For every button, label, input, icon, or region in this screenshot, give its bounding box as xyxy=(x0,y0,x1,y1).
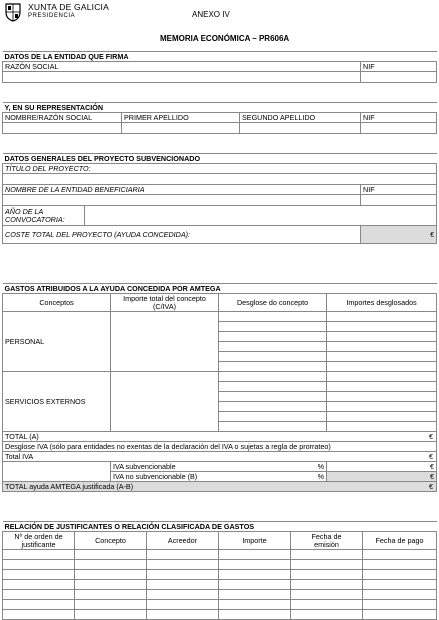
project-title-label: TÍTULO DEL PROYECTO: xyxy=(3,164,437,174)
vat-blank xyxy=(3,472,111,482)
euro-sign: € xyxy=(430,472,435,481)
vat-not-subsidized-cell[interactable] xyxy=(111,472,327,482)
col-order-number: Nº de orden de justificante xyxy=(3,532,75,550)
table-cell[interactable] xyxy=(75,550,147,560)
table-cell[interactable] xyxy=(363,590,437,600)
annex-label: ANEXO IV xyxy=(192,10,230,19)
table-cell[interactable] xyxy=(3,580,75,590)
total-vat-row xyxy=(3,452,437,462)
col-creditor: Acreedor xyxy=(147,532,219,550)
table-cell[interactable] xyxy=(291,580,363,590)
table-cell[interactable] xyxy=(147,590,219,600)
logo-title: XUNTA DE GALICIA xyxy=(28,2,109,12)
rep-nif-label: NIF xyxy=(361,113,437,123)
personal-total-field[interactable] xyxy=(111,312,219,372)
total-a-label: TOTAL (A) xyxy=(5,432,39,441)
breakdown-field[interactable] xyxy=(219,412,327,422)
total-cost-field[interactable] xyxy=(361,226,437,244)
vat-subsidized-cell[interactable] xyxy=(111,462,327,472)
beneficiary-field[interactable] xyxy=(3,195,361,206)
first-surname-label: PRIMER APELLIDO xyxy=(122,113,240,123)
amount-field[interactable] xyxy=(327,422,437,432)
representation-section xyxy=(2,102,437,134)
project-nif-label: NIF xyxy=(361,185,437,195)
breakdown-field[interactable] xyxy=(219,342,327,352)
breakdown-field[interactable] xyxy=(219,312,327,322)
col-concepts: Conceptos xyxy=(3,294,111,312)
table-cell[interactable] xyxy=(219,600,291,610)
entity-section xyxy=(2,51,437,83)
name-label: NOMBRE/RAZÓN SOCIAL xyxy=(3,113,122,123)
euro-sign: € xyxy=(430,232,434,239)
table-cell[interactable] xyxy=(219,590,291,600)
vat-subsidized-label: IVA subvencionable xyxy=(113,462,176,471)
amount-field[interactable] xyxy=(327,382,437,392)
nif-label: NIF xyxy=(361,62,437,72)
col-payment-date: Fecha de pago xyxy=(363,532,437,550)
table-cell[interactable] xyxy=(291,570,363,580)
amount-field[interactable] xyxy=(327,332,437,342)
total-justified-row xyxy=(3,482,437,492)
page-title: MEMORIA ECONÓMICA – PR606A xyxy=(160,34,290,43)
total-cost-label: COSTE TOTAL DEL PROYECTO (AYUDA CONCEDIDA): xyxy=(3,226,361,244)
breakdown-field[interactable] xyxy=(219,362,327,372)
external-total-field[interactable] xyxy=(111,372,219,432)
project-section xyxy=(2,153,437,244)
breakdown-field[interactable] xyxy=(219,332,327,342)
col-issue-date: Fecha de emisión xyxy=(291,532,363,550)
beneficiary-label: NOMBRE DE LA ENTIDAD BENEFICIARIA xyxy=(3,185,361,195)
table-cell[interactable] xyxy=(363,550,437,560)
xunta-emblem-icon xyxy=(2,2,24,22)
table-cell[interactable] xyxy=(363,600,437,610)
table-cell[interactable] xyxy=(147,580,219,590)
amount-field[interactable] xyxy=(327,322,437,332)
total-justified-label: TOTAL ayuda AMTEGA justificada (A-B) xyxy=(5,482,134,491)
euro-sign: € xyxy=(429,452,434,461)
rep-nif-field[interactable] xyxy=(361,123,437,134)
amount-field[interactable] xyxy=(327,412,437,422)
euro-sign: € xyxy=(429,432,434,441)
amount-field[interactable] xyxy=(327,392,437,402)
table-cell[interactable] xyxy=(3,590,75,600)
first-surname-field[interactable] xyxy=(122,123,240,134)
total-a-row xyxy=(3,432,437,442)
table-cell[interactable] xyxy=(147,600,219,610)
personal-label: PERSONAL xyxy=(3,312,111,372)
call-year-label: AÑO DE LA CONVOCATORIA: xyxy=(3,206,85,226)
table-cell[interactable] xyxy=(147,560,219,570)
vat-breakdown-note: Desglose IVA (sólo para entidades no exentas de la declaración del IVA o sujetas a regla de prorrateo) xyxy=(3,442,437,452)
vat-not-subsidized-label: IVA no subvencionable (B) xyxy=(113,472,198,481)
amount-field[interactable] xyxy=(327,372,437,382)
col-amount: Importe xyxy=(219,532,291,550)
col-concept: Concepto xyxy=(75,532,147,550)
amount-field[interactable] xyxy=(327,342,437,352)
table-cell[interactable] xyxy=(3,570,75,580)
second-surname-field[interactable] xyxy=(240,123,361,134)
breakdown-field[interactable] xyxy=(219,372,327,382)
vat-not-subsidized-amount[interactable] xyxy=(327,472,437,482)
breakdown-field[interactable] xyxy=(219,352,327,362)
table-cell[interactable] xyxy=(75,590,147,600)
table-cell[interactable] xyxy=(219,580,291,590)
breakdown-field[interactable] xyxy=(219,422,327,432)
col-amounts: Importes desglosados xyxy=(327,294,437,312)
table-cell[interactable] xyxy=(3,560,75,570)
table-cell[interactable] xyxy=(291,560,363,570)
project-nif-field[interactable] xyxy=(361,195,437,206)
nif-field[interactable] xyxy=(361,72,437,83)
breakdown-field[interactable] xyxy=(219,392,327,402)
euro-sign: € xyxy=(430,462,435,471)
amount-field[interactable] xyxy=(327,312,437,322)
percent-sign: % xyxy=(317,472,324,481)
table-cell[interactable] xyxy=(75,580,147,590)
table-cell[interactable] xyxy=(219,550,291,560)
business-name-field[interactable] xyxy=(3,72,361,83)
amount-field[interactable] xyxy=(327,362,437,372)
table-cell[interactable] xyxy=(75,570,147,580)
table-cell[interactable] xyxy=(75,560,147,570)
vat-subsidized-amount[interactable] xyxy=(327,462,437,472)
table-cell[interactable] xyxy=(363,560,437,570)
project-title-field[interactable] xyxy=(3,174,437,185)
receipts-heading: RELACIÓN DE JUSTIFICANTES O RELACIÓN CLASIFICADA DE GASTOS xyxy=(3,522,437,532)
representation-heading: Y, EN SU REPRESENTACIÓN xyxy=(3,103,437,113)
business-name-label: RAZÓN SOCIAL xyxy=(3,62,361,72)
table-cell[interactable] xyxy=(291,600,363,610)
table-cell[interactable] xyxy=(363,570,437,580)
table-cell[interactable] xyxy=(291,550,363,560)
percent-sign: % xyxy=(317,462,324,471)
expenses-section xyxy=(2,283,437,492)
table-cell[interactable] xyxy=(147,570,219,580)
amount-field[interactable] xyxy=(327,402,437,412)
euro-sign: € xyxy=(429,482,434,491)
xunta-logo xyxy=(2,2,132,22)
total-vat-label: Total IVA xyxy=(5,452,34,461)
table-cell[interactable] xyxy=(3,600,75,610)
table-cell[interactable] xyxy=(3,550,75,560)
amount-field[interactable] xyxy=(327,352,437,362)
vat-blank xyxy=(3,462,111,472)
table-cell[interactable] xyxy=(363,580,437,590)
breakdown-field[interactable] xyxy=(219,402,327,412)
entity-heading: DATOS DE LA ENTIDAD QUE FIRMA xyxy=(3,52,437,62)
table-cell[interactable] xyxy=(219,560,291,570)
col-breakdown: Desglose do concepto xyxy=(219,294,327,312)
breakdown-field[interactable] xyxy=(219,322,327,332)
expenses-heading: GASTOS ATRIBUIDOS A LA AYUDA CONCEDIDA POR AMTEGA xyxy=(3,284,437,294)
table-cell[interactable] xyxy=(291,590,363,600)
logo-subtitle: PRESIDENCIA xyxy=(28,13,76,19)
external-services-label: SERVICIOS EXTERNOS xyxy=(3,372,111,432)
receipts-section xyxy=(2,521,437,620)
table-cell[interactable] xyxy=(219,570,291,580)
table-cell[interactable] xyxy=(147,550,219,560)
second-surname-label: SEGUNDO APELLIDO xyxy=(240,113,361,123)
project-heading: DATOS GENERALES DEL PROYECTO SUBVENCIONADO xyxy=(3,154,437,164)
table-cell[interactable] xyxy=(75,600,147,610)
col-total: Importe total del concepto (C/IVA) xyxy=(111,294,219,312)
call-year-field[interactable] xyxy=(85,206,437,226)
name-field[interactable] xyxy=(3,123,122,134)
breakdown-field[interactable] xyxy=(219,382,327,392)
